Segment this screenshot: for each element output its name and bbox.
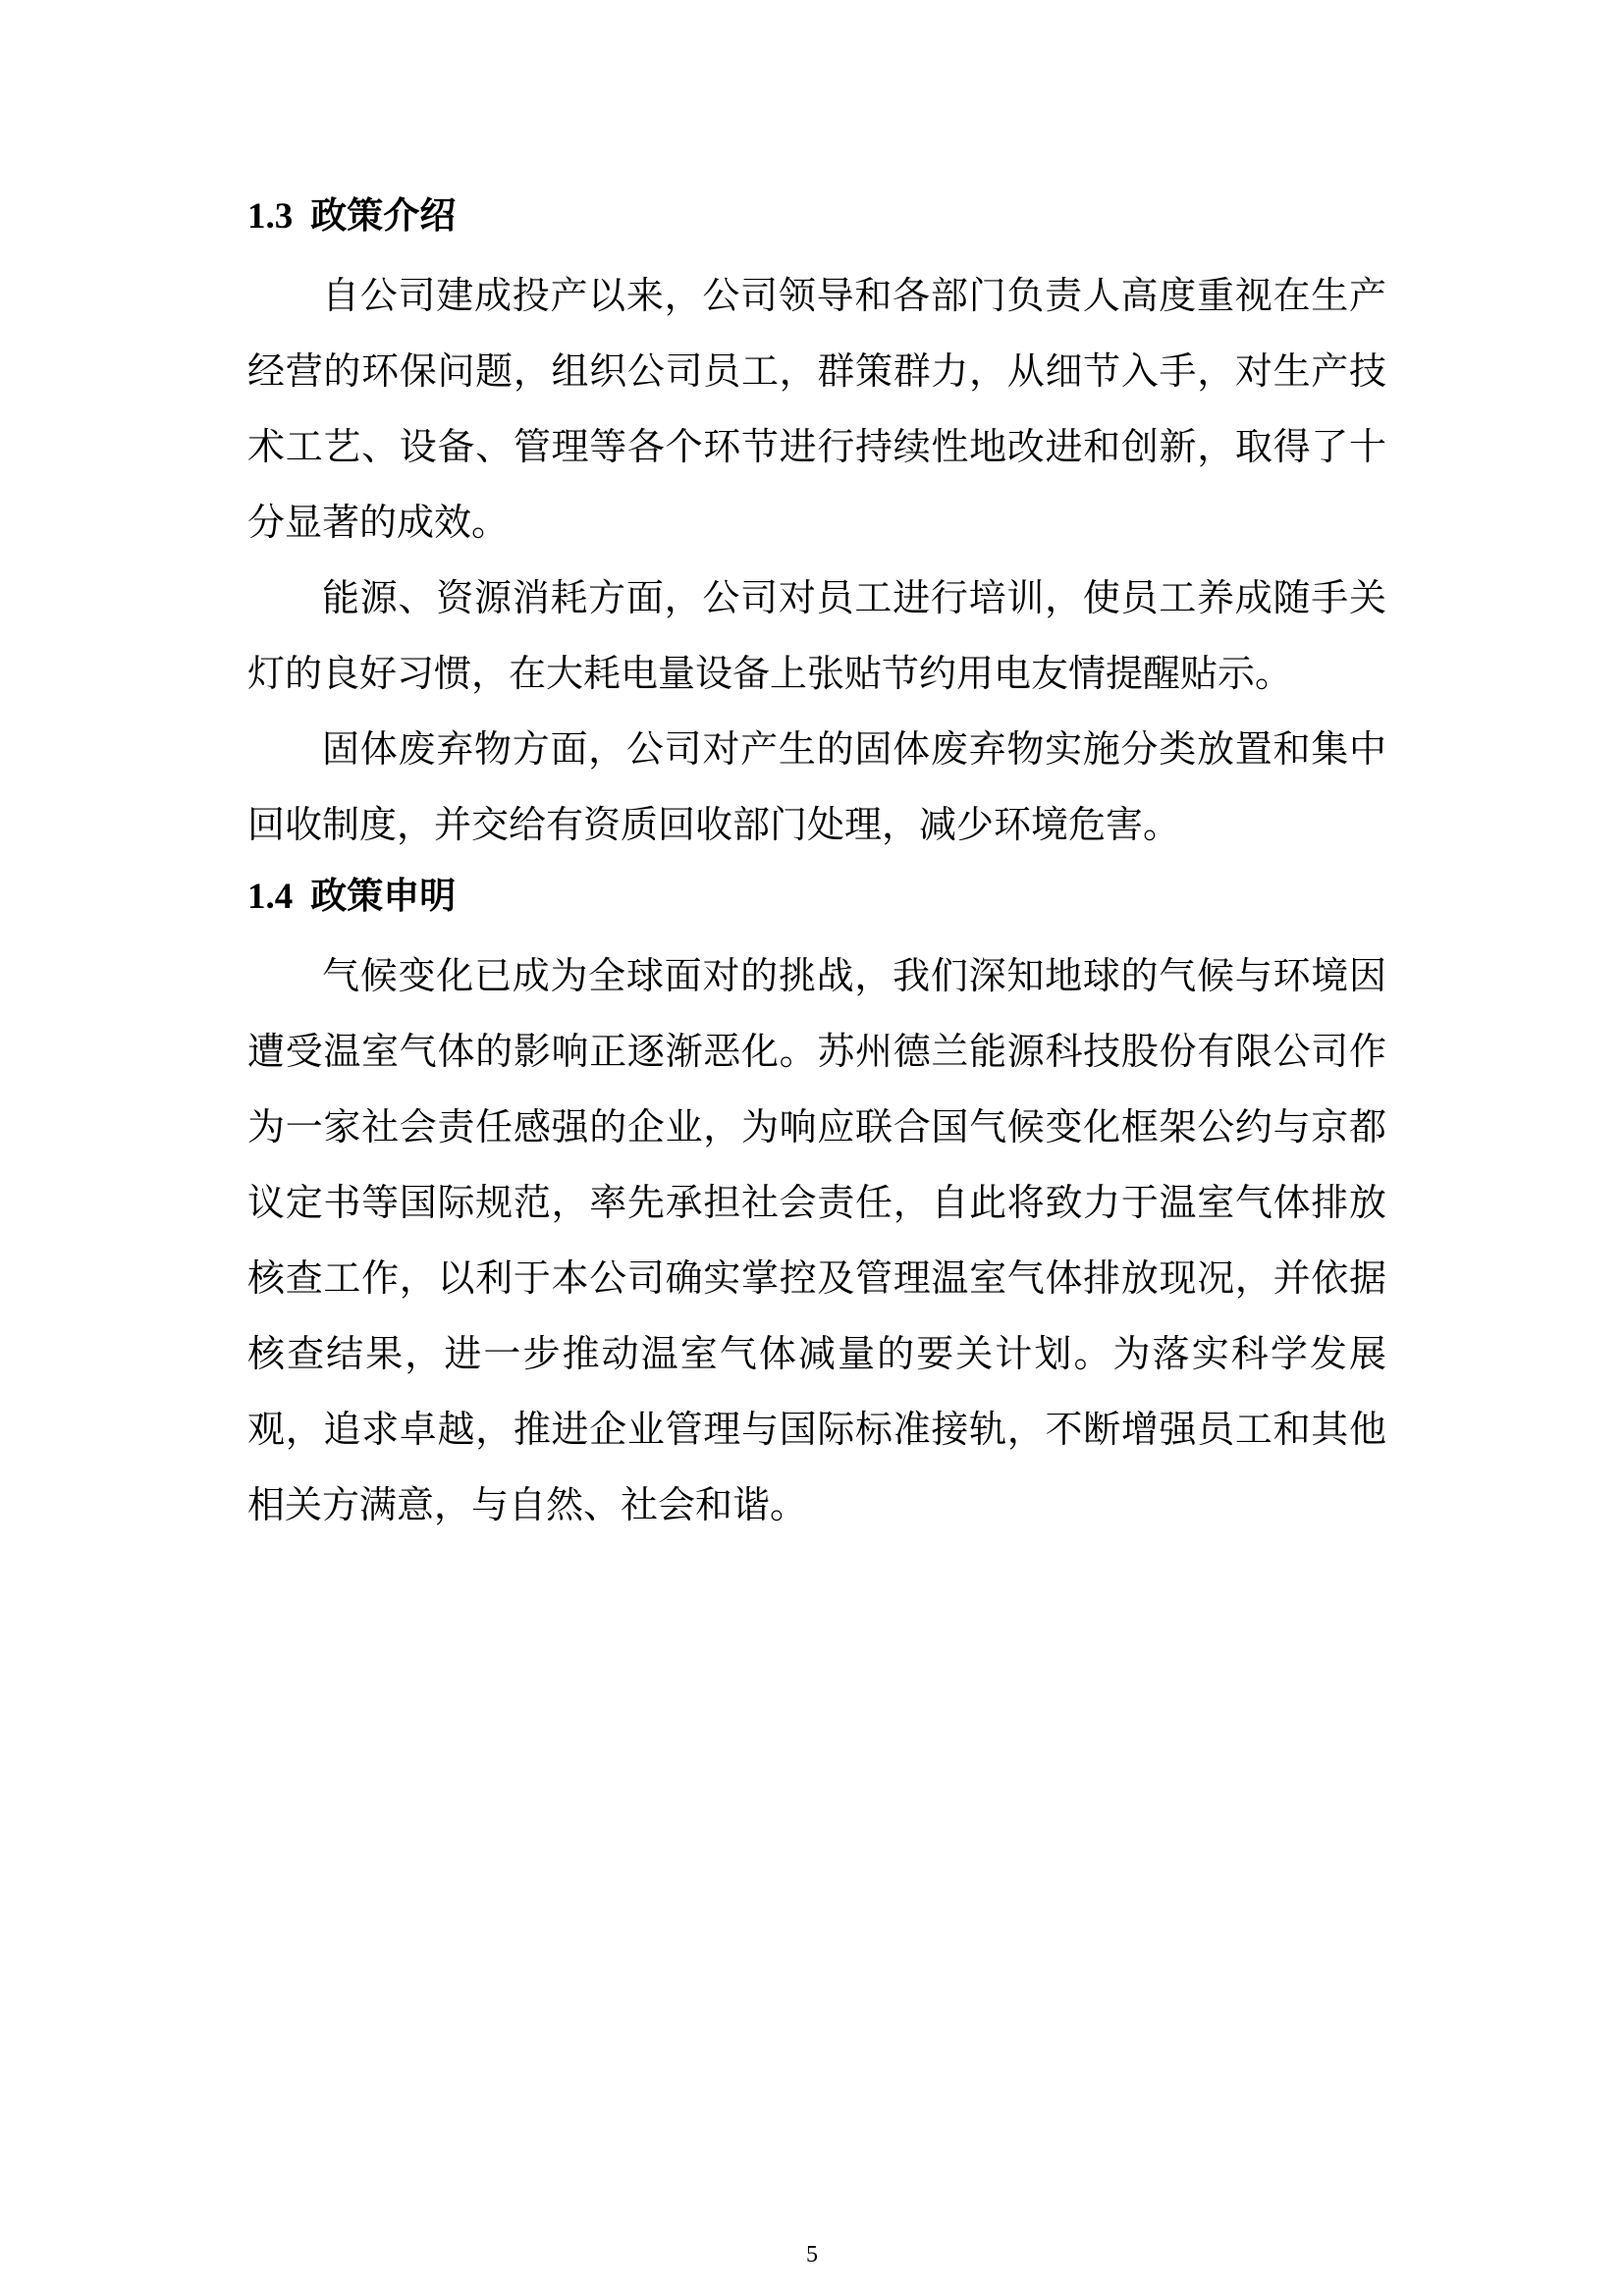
paragraph: 自公司建成投产以来，公司领导和各部门负责人高度重视在生产经营的环保问题，组织公司员工，群策群力，从细节入手，对生产技术工艺、设备、管理等各个环节进行持续性地改进和创新，取得了十分显著的成效。: [247, 274, 1386, 544]
document-page: [247, 187, 1386, 1547]
section-title: 政策申明: [310, 875, 457, 917]
paragraph: 能源、资源消耗方面，公司对员工进行培训，使员工养成随手关灯的良好习惯，在大耗电量设备上张贴节约用电友情提醒贴示。: [247, 576, 1386, 695]
section-policy-statement: [247, 867, 1386, 1543]
section-number: 1.3: [247, 196, 294, 237]
section-policy-introduction: [247, 187, 1386, 863]
section-title: 政策介绍: [310, 194, 457, 237]
paragraph: 气候变化已成为全球面对的挑战，我们深知地球的气候与环境因遭受温室气体的影响正逐渐恶化。苏州德兰能源科技股份有限公司作为一家社会责任感强的企业，为响应联合国气候变化框架公约与京都议定书等国际规范，率先承担社会责任，自此将致力于温室气体排放核查工作，以利于本公司确实掌控及管理温室气体排放现况，并依据核查结果，进一步推动温室气体减量的要关计划。为落实科学发展观，追求卓越，推进企业管理与国际标准接轨，不断增强员工和其他相关方满意，与自然、社会和谐。: [247, 954, 1386, 1526]
paragraph: 固体废弃物方面，公司对产生的固体废弃物实施分类放置和集中回收制度，并交给有资质回收部门处理，减少环境危害。: [247, 727, 1386, 846]
page-number: 5: [806, 2242, 818, 2268]
section-heading: [247, 867, 1386, 927]
section-heading: [247, 187, 1386, 246]
section-number: 1.4: [247, 877, 294, 917]
